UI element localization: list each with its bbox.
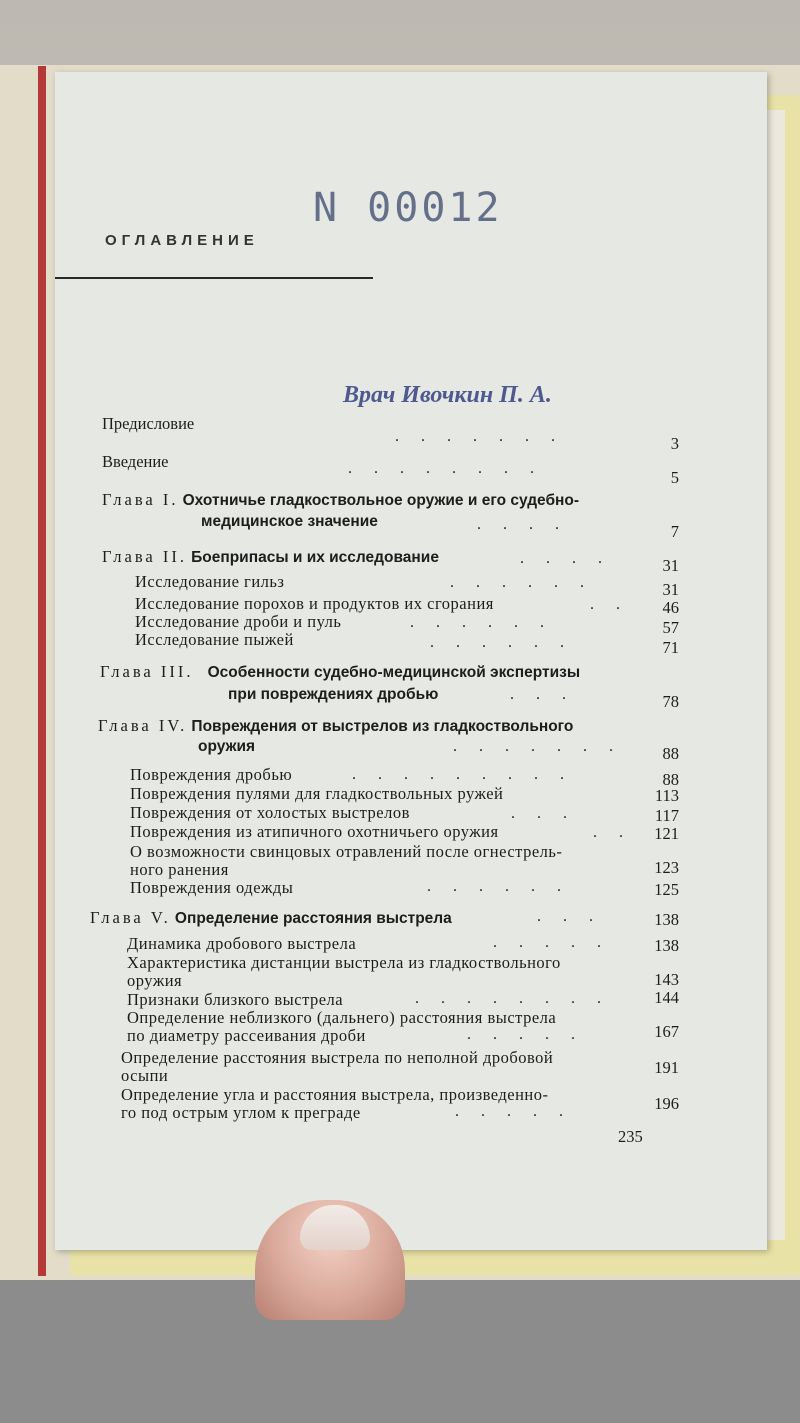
toc-page-number: 138	[654, 910, 679, 929]
subentry-title: оружия	[127, 971, 183, 990]
subentry-title: по диаметру рассеивания дроби	[127, 1026, 366, 1045]
toc-chapter-4-line2	[198, 736, 255, 756]
toc-subentry	[127, 1008, 556, 1027]
toc-chapter-3-line2	[228, 684, 438, 704]
subentry-title: Динамика дробового выстрела	[127, 934, 357, 953]
subentry-title: Повреждения от холостых выстрелов	[130, 803, 410, 822]
toc-page-number: 125	[654, 880, 679, 899]
toc-leader-dots: .........	[352, 766, 586, 783]
toc-leader-dots: ..	[593, 824, 645, 841]
toc-leader-dots: .....	[493, 934, 623, 951]
toc-page-number: 88	[662, 770, 679, 789]
toc-chapter-3	[100, 662, 580, 682]
toc-leader-dots: .......	[395, 428, 577, 445]
chapter-title: при повреждениях дробью	[228, 686, 439, 703]
chapter-title: Особенности судебно-медицинской экспертизы	[207, 664, 581, 681]
toc-entry-intro	[102, 452, 169, 471]
chapter-title: Повреждения от выстрелов из гладкоствольного	[191, 718, 574, 735]
subentry-title: осыпи	[121, 1066, 169, 1085]
toc-leader-dots: ........	[348, 460, 556, 477]
toc-leader-dots: .....	[467, 1026, 597, 1043]
toc-chapter-1	[102, 490, 579, 510]
chapter-label: Глава IV.	[98, 716, 188, 735]
subentry-title: Характеристика дистанции выстрела из гладкоствольного	[127, 953, 561, 972]
toc-page-number: 144	[654, 988, 679, 1007]
chapter-label: Глава III.	[100, 662, 194, 681]
toc-page-number: 196	[654, 1094, 679, 1113]
toc-subentry-line2	[127, 1026, 366, 1045]
toc-subentry	[135, 594, 494, 613]
toc-subentry	[127, 953, 561, 972]
toc-leader-dots: ....	[477, 516, 581, 533]
toc-leader-dots: .....	[455, 1103, 585, 1120]
toc-subentry	[130, 822, 499, 841]
subentry-title: Признаки близкого выстрела	[127, 990, 344, 1009]
toc-subentry	[130, 765, 292, 784]
subentry-title: Определение угла и расстояния выстрела, произведенно-	[121, 1085, 549, 1104]
toc-page-number: 121	[654, 824, 679, 843]
toc-page-number: 5	[670, 468, 679, 487]
toc-leader-dots: ...	[537, 908, 615, 925]
toc-page-number: 191	[654, 1058, 679, 1077]
subentry-title: Исследование гильз	[135, 572, 285, 591]
subentry-title: Исследование пыжей	[135, 630, 294, 649]
book-page	[55, 72, 767, 1250]
toc-page-number: 71	[662, 638, 679, 657]
toc-page-number: 88	[662, 744, 679, 763]
toc-page-number: 7	[670, 522, 679, 541]
toc-page-number: 3	[670, 434, 679, 453]
subentry-title: го под острым углом к преграде	[121, 1103, 361, 1122]
toc-entry-preface	[102, 414, 194, 433]
toc-page-number: 167	[654, 1022, 679, 1041]
chapter-label: Глава I.	[102, 490, 179, 509]
chapter-title: Охотничье гладкоствольное оружие и его судебно-	[182, 492, 580, 509]
subentry-title: Повреждения из атипичного охотничьего оружия	[130, 822, 499, 841]
toc-leader-dots: ...	[511, 805, 589, 822]
stamp-number: N 00012	[313, 185, 503, 231]
toc-leader-dots: ....	[520, 550, 624, 567]
toc-subentry	[130, 784, 503, 803]
toc-page-number: 143	[654, 970, 679, 989]
subentry-title: Повреждения дробью	[130, 765, 293, 784]
subentry-title: Повреждения пулями для гладкоствольных ружей	[130, 784, 504, 803]
toc-subentry	[130, 842, 562, 861]
toc-chapter-2	[102, 547, 439, 567]
toc-subentry	[135, 612, 341, 631]
toc-leader-dots: ......	[427, 878, 583, 895]
toc-entry-title: Введение	[102, 452, 169, 471]
chapter-title: Определение расстояния выстрела	[174, 910, 452, 927]
toc-subentry	[130, 803, 410, 822]
toc-chapter-4	[98, 716, 573, 736]
toc-subentry	[121, 1048, 553, 1067]
toc-leader-dots: ......	[410, 614, 566, 631]
toc-page-number: 78	[662, 692, 679, 711]
toc-page-number: 31	[662, 580, 679, 599]
toc-entry-title: Предисловие	[102, 414, 195, 433]
toc-chapter-1-line2	[201, 511, 378, 531]
chapter-label: Глава V.	[90, 908, 171, 927]
toc-page-number: 113	[654, 786, 679, 805]
toc-subentry	[121, 1085, 549, 1104]
table-of-contents	[55, 72, 767, 1250]
subentry-title: Исследование порохов и продуктов их сгорания	[135, 594, 494, 613]
toc-page-number: 57	[662, 618, 679, 637]
toc-page-number: 123	[654, 858, 679, 877]
toc-subentry-line2	[121, 1103, 361, 1122]
chapter-title: медицинское значение	[201, 513, 378, 530]
chapter-title: Боеприпасы и их исследование	[191, 549, 439, 566]
toc-leader-dots: .......	[453, 738, 635, 755]
toc-subentry-line2	[121, 1066, 168, 1085]
subentry-title: ного ранения	[130, 860, 229, 879]
toc-page-number: 138	[654, 936, 679, 955]
subentry-title: Определение расстояния выстрела по неполной дробовой	[121, 1048, 554, 1067]
toc-leader-dots: ......	[430, 634, 586, 651]
subentry-title: Определение неблизкого (дальнего) расстояния выстрела	[127, 1008, 557, 1027]
toc-page-number: 117	[654, 806, 679, 825]
toc-leader-dots: ..	[590, 596, 642, 613]
subentry-title: Повреждения одежды	[130, 878, 294, 897]
toc-subentry	[135, 572, 284, 591]
toc-subentry-line2	[127, 971, 182, 990]
toc-subentry	[127, 990, 343, 1009]
toc-subentry-line2	[130, 860, 229, 879]
cover-edge	[38, 66, 46, 1276]
toc-page-number: 46	[662, 598, 679, 617]
subentry-title: Исследование дроби и пуль	[135, 612, 342, 631]
toc-leader-dots: ........	[415, 990, 623, 1007]
subentry-title: О возможности свинцовых отравлений после огнестрель-	[130, 842, 563, 861]
page-number: 235	[618, 1127, 643, 1146]
toc-leader-dots: ......	[450, 574, 606, 591]
toc-subentry	[130, 878, 293, 897]
toc-leader-dots: ...	[510, 686, 588, 703]
page-heading: ОГЛАВЛЕНИЕ	[105, 232, 259, 249]
chapter-label: Глава II.	[102, 547, 187, 566]
toc-subentry	[135, 630, 294, 649]
toc-subentry	[127, 934, 356, 953]
toc-chapter-5	[90, 908, 452, 928]
chapter-title: оружия	[198, 738, 256, 755]
toc-page-number: 31	[662, 556, 679, 575]
owner-stamp: Врач Ивочкин П. А.	[343, 382, 552, 408]
